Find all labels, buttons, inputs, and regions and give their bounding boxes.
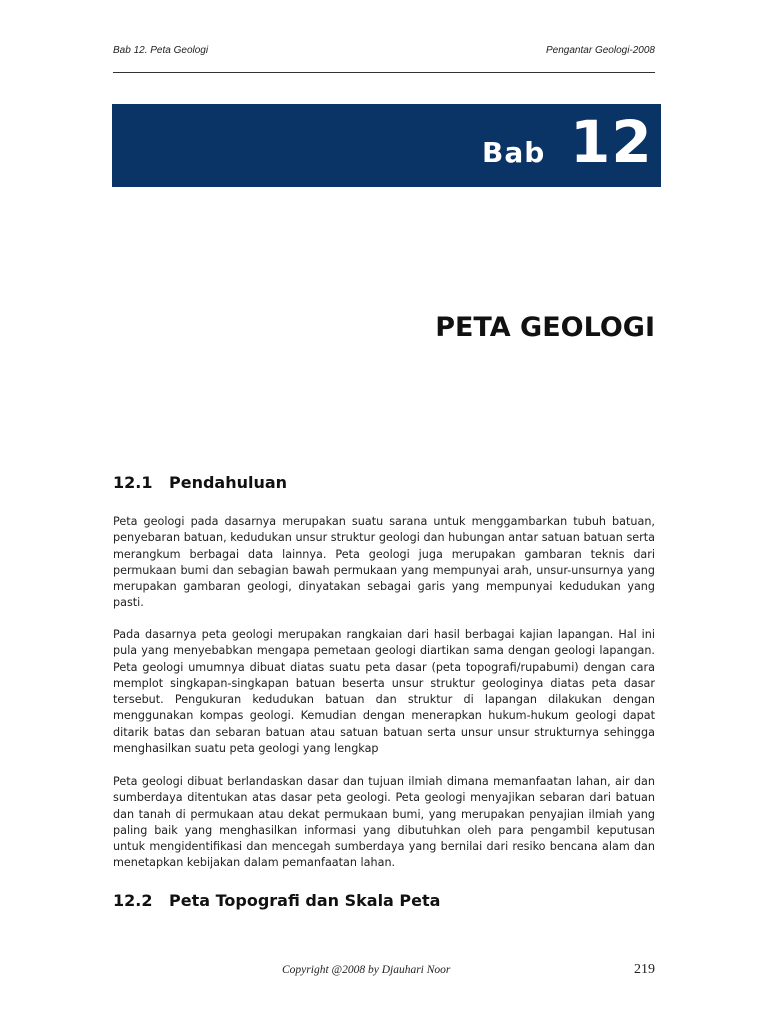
section-heading-12-1 [113,473,287,492]
running-header-left: Bab 12. Peta Geologi [113,45,209,56]
paragraph-2: Pada dasarnya peta geologi merupakan rangkaian dari hasil berbagai kajian lapangan. Hal ini pula yang menyebabkan mengapa pemetaan geologi diartikan sama dengan geologi lapangan. Peta geologi umumnya dibuat diatas suatu peta dasar (peta topografi/rupabumi) dengan cara memplot singkapan-singkapan batuan beserta unsur struktur geologinya diatas peta dasar tersebut. Pengukuran kedudukan batuan dan struktur di lapangan dilakukan dengan menggunakan kompas geologi. Kemudian dengan menerapkan hukum-hukum geologi dapat ditarik batas dan sebaran batuan atau satuan batuan serta unsur unsur strukturnya sehingga menghasilkan suatu peta geologi yang lengkap [113,628,655,756]
chapter-number: 12 [570,108,653,176]
header-divider [113,72,655,73]
paragraph-3: Peta geologi dibuat berlandaskan dasar dan tujuan ilmiah dimana memanfaatan lahan, air dan sumberdaya ditentukan atas dasar peta geologi. Peta geologi menyajikan sebaran dari batuan dan tanah di permukaan atau dekat permukaan bumi, yang merupakan penyajian ilmiah yang paling baik yang menghasilkan informasi yang dibutuhkan oleh para pengambil keputusan untuk mengidentifikasi dan mencegah sumberdaya yang bernilai dari resiko bencana alam dan menetapkan kebijakan dalam pemanfaatan lahan. [113,775,655,870]
chapter-title: PETA GEOLOGI [435,312,655,343]
section-heading-12-2 [113,891,440,910]
section-title: Peta Topografi dan Skala Peta [169,891,441,910]
section-title: Pendahuluan [169,473,288,492]
page-number: 219 [634,962,655,977]
footer-copyright: Copyright @2008 by Djauhari Noor [282,964,451,976]
paragraph-1: Peta geologi pada dasarnya merupakan suatu sarana untuk menggambarkan tubuh batuan, penyebaran batuan, kedudukan unsur struktur geologi dan hubungan antar satuan batuan serta merangkum berbagai data lainnya. Peta geologi juga merupakan gambaran teknis dari permukaan bumi dan sebagian bawah permukaan yang mempunyai arah, unsur-unsurnya yang merupakan gambaran geologi, dinyatakan sebagai garis yang mempunyai kedudukan yang pasti. [113,515,655,610]
chapter-label: Bab [482,136,546,169]
section-number: 12.2 [113,891,153,910]
section-number: 12.1 [113,473,153,492]
running-header-right: Pengantar Geologi-2008 [546,45,655,56]
